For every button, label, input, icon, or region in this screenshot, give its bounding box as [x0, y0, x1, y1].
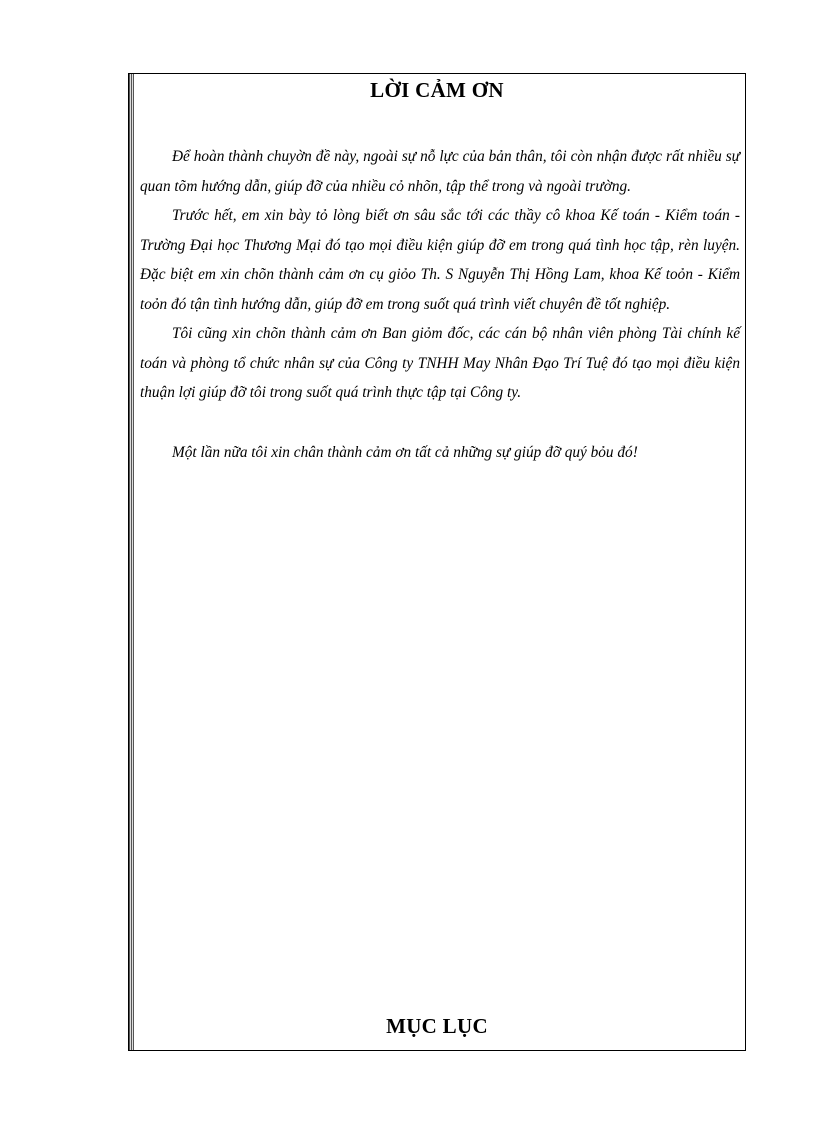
paragraph-faculty-thanks: Trước hết, em xin bày tỏ lòng biết ơn sâu sắc tới các thầy cô khoa Kế toán - Kiểm toán - Trường Đại học Thương Mại đó tạo mọi điều kiện giúp đỡ em trong quá tình học tập, rèn luyện. Đặc biệt em xin chõn thành cảm ơn cụ giỏo Th. S Nguyễn Thị Hồng Lam, khoa Kế toỏn - Kiểm toỏn đó tận tình hướng dẫn, giúp đỡ em trong suốt quá trình viết chuyên đề tốt nghiệp.: [140, 207, 740, 313]
border-left-decoration: [129, 74, 134, 1050]
closing-line: Một lần nữa tôi xin chân thành cảm ơn tất cả những sự giúp đỡ quý bỏu đó!: [172, 443, 638, 461]
acknowledgements-title: LỜI CẢM ƠN: [370, 78, 504, 102]
table-of-contents-heading: MỤC LỤC: [386, 1014, 488, 1038]
paragraph-intro: Để hoàn thành chuyờn đề này, ngoài sự nỗ lực của bản thân, tôi còn nhận được rất nhiều sự quan tõm hướng dẫn, giúp đỡ của nhiều cỏ nhõn, tập thể trong và ngoài trường.: [140, 148, 740, 195]
acknowledgements-body: [140, 142, 740, 467]
page-border: [128, 73, 746, 1051]
paragraph-company-thanks: Tôi cũng xin chõn thành cảm ơn Ban giỏm đốc, các cán bộ nhân viên phòng Tài chính kế toán và phòng tổ chức nhân sự của Công ty TNHH May Nhân Đạo Trí Tuệ đó tạo mọi điều kiện thuận lợi giúp đỡ tôi trong suốt quá trình thực tập tại Công ty.: [140, 325, 740, 401]
